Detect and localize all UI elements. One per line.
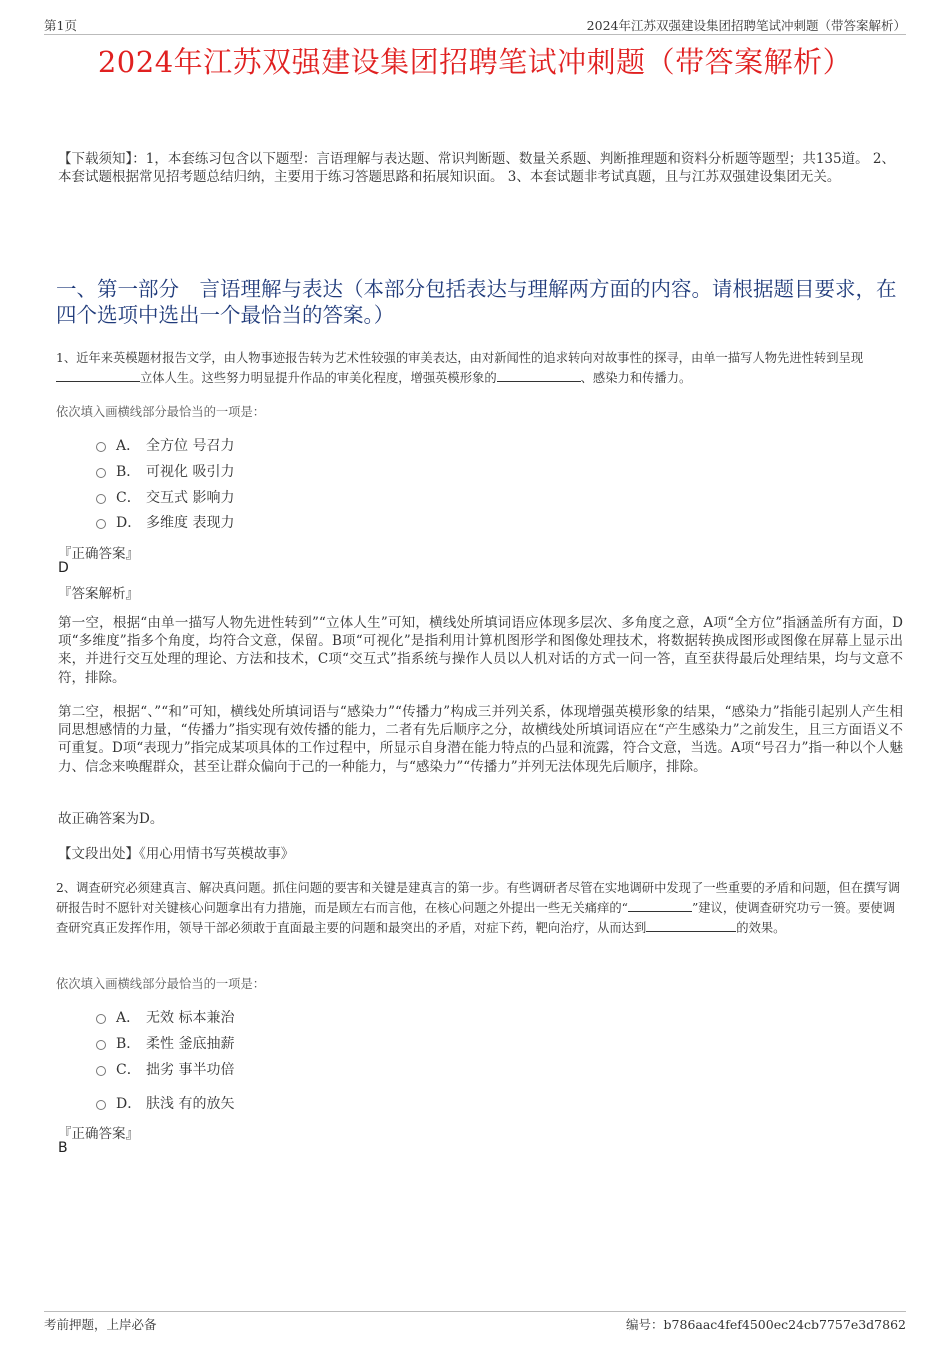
question-1-conclusion: 故正确答案为D。 xyxy=(58,811,164,827)
footer-slogan: 考前押题，上岸必备 xyxy=(44,1317,157,1332)
radio-icon[interactable] xyxy=(96,494,106,504)
question-2-answer-label: 『正确答案』 xyxy=(58,1126,139,1142)
header-doc-title: 2024年江苏双强建设集团招聘笔试冲刺题（带答案解析） xyxy=(586,18,906,33)
question-1-text: 1、近年来英模题材报告文学，由人物事迹报告转为艺术性较强的审美表达，由对新闻性的追求转向对故事性的探寻，由单一描写人物先进性转到呈现立体人生。这些努力明显提升作品的审美化程度，增强英模形象的 、感染力和传播力。 xyxy=(56,351,864,385)
document-title: 2024年江苏双强建设集团招聘笔试冲刺题（带答案解析） xyxy=(97,45,853,79)
question-1-analysis-label: 『答案解析』 xyxy=(58,586,139,602)
radio-icon[interactable] xyxy=(96,1066,106,1076)
question-2-prompt: 依次填入画横线部分最恰当的一项是： xyxy=(56,977,266,991)
radio-icon[interactable] xyxy=(96,1100,106,1110)
question-1-option-d[interactable]: D． 多维度 表现力 xyxy=(96,512,234,534)
question-1-prompt: 依次填入画横线部分最恰当的一项是： xyxy=(56,405,266,419)
page-header xyxy=(44,14,906,35)
question-2-answer: B xyxy=(58,1140,68,1156)
question-1-answer: D xyxy=(58,560,69,576)
radio-icon[interactable] xyxy=(96,442,106,452)
page-footer xyxy=(44,1311,906,1332)
question-2-option-c[interactable]: C． 拙劣 事半功倍 xyxy=(96,1059,234,1081)
question-1-option-c[interactable]: C． 交互式 影响力 xyxy=(96,487,234,509)
question-1-source: 【文段出处】《用心用情书写英模故事》 xyxy=(58,846,295,862)
radio-icon[interactable] xyxy=(96,468,106,478)
question-2-option-a[interactable]: A． 无效 标本兼治 xyxy=(96,1007,234,1029)
section-title: 一、第一部分 言语理解与表达（本部分包括表达与理解两方面的内容。请根据题目要求，在四个选项中选出一个最恰当的答案。） xyxy=(56,277,897,327)
page-number: 第1页 xyxy=(44,18,77,33)
radio-icon[interactable] xyxy=(96,519,106,529)
question-2-option-d[interactable]: D． 肤浅 有的放矢 xyxy=(96,1093,234,1115)
radio-icon[interactable] xyxy=(96,1014,106,1024)
question-2-text: 2、调查研究必须建真言、解决真问题。抓住问题的要害和关键是建真言的第一步。有些调研者尽管在实地调研中发现了一些重要的矛盾和问题，但在撰写调研报告时不愿针对关键核心问题拿出有力措施，而是顾左右而言他，在核心问题之外提出一些无关痛痒的“ ”建议，使调查研究功亏一篑。要使调查研究真正发挥作用，领导干部必须敢于直面最主要的问题和最突出的矛盾，对症下药，靶向治疗，从而达到 的效果。 xyxy=(56,881,901,935)
answer-blank xyxy=(497,368,581,382)
question-2-option-b[interactable]: B． 柔性 釜底抽薪 xyxy=(96,1033,234,1055)
answer-blank xyxy=(56,368,140,382)
question-1-analysis-paragraph-2: 第二空，根据“、”“和”可知，横线处所填词语与“感染力”“传播力”构成三并列关系，体现增强英模形象的结果，“感染力”指能引起别人产生相同思想感情的力量，“传播力”指实现有效传播的能力，二者有先后顺序之分，故横线处所填词语应在“产生感染力”之前发生，且三方面语义不可重复。D项“表现力”指完成某项具体的工作过程中，所显示自身潜在能力特点的凸显和流露，符合文意，当选。A项“号召力”指一种以个人魅力、信念来唤醒群众，甚至让群众偏向于己的一种能力，与“感染力”“传播力”并列无法体现先后顺序，排除。 xyxy=(58,704,903,775)
footer-doc-id: 编号：b786aac4fef4500ec24cb7757e3d7862 xyxy=(626,1317,906,1332)
answer-blank xyxy=(628,898,692,912)
download-notice: 【下载须知】：1，本套练习包含以下题型：言语理解与表达题、常识判断题、数量关系题、判断推理题和资料分析题等题型；共135道。 2、本套试题根据常见招考题总结归纳，主要用于练习答题思路和拓展知识面。 3、本套试题非考试真题，且与江苏双强建设集团无关。 xyxy=(58,151,895,185)
question-1-option-b[interactable]: B． 可视化 吸引力 xyxy=(96,461,234,483)
question-1-analysis-paragraph-1: 第一空，根据“由单一描写人物先进性转到”“立体人生”可知，横线处所填词语应体现多层次、多角度之意，A项“全方位”指涵盖所有方面，D项“多维度”指多个角度，均符合文意，保留。B项“可视化”是指利用计算机图形学和图像处理技术，将数据转换成图形或图像在屏幕上显示出来，并进行交互处理的理论、方法和技术，C项“交互式”指系统与操作人员以人机对话的方式一问一答，直至获得最后处理结果，均与文意不符，排除。 xyxy=(58,615,903,686)
answer-blank xyxy=(646,918,736,932)
question-1-answer-label: 『正确答案』 xyxy=(58,546,139,562)
radio-icon[interactable] xyxy=(96,1040,106,1050)
question-1-option-a[interactable]: A． 全方位 号召力 xyxy=(96,435,234,457)
